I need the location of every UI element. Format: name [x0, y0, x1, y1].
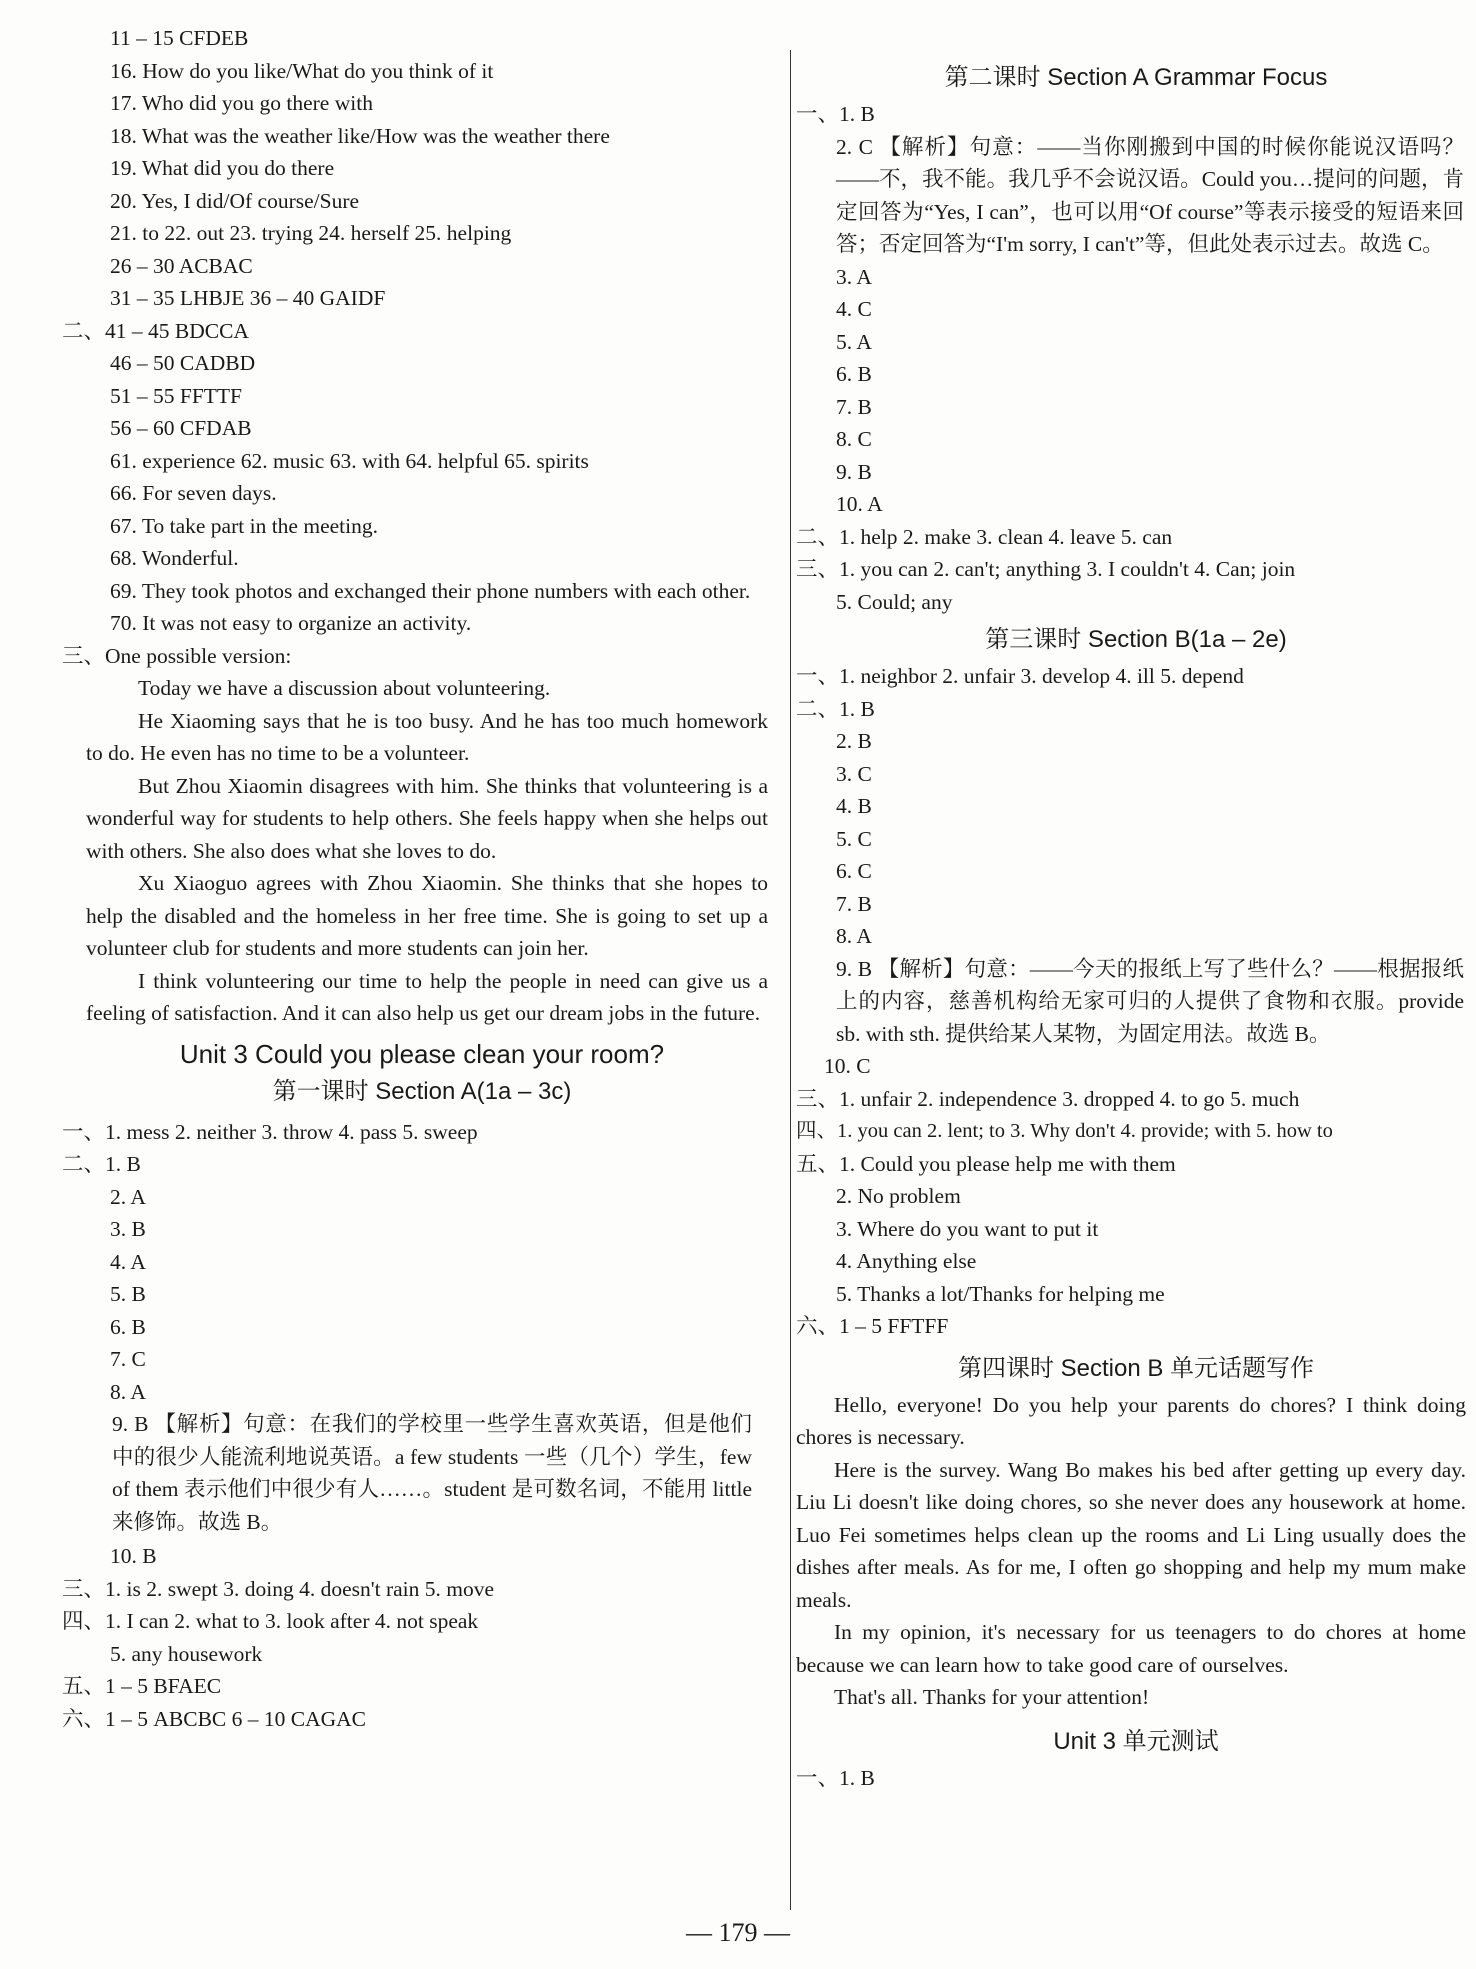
- l1-part3: 三、1. is 2. swept 3. doing 4. doesn't rain 5. move: [62, 1576, 495, 1601]
- essay-paragraph: I think volunteering our time to help the people in need can give us a feeling of satisfaction. And it can also help us get our dream jobs in the future.: [86, 968, 768, 1025]
- unit-test-title: Unit 3 单元测试: [1053, 1727, 1219, 1755]
- answer-line: 3. C: [836, 761, 872, 786]
- answer-line: 7. B: [836, 891, 872, 916]
- answer-line: 46 – 50 CADBD: [110, 351, 256, 375]
- l3-part5-first: 五、1. Could you please help me with them: [796, 1151, 1176, 1176]
- answer-line: 61. experience 62. music 63. with 64. helpful 65. spirits: [110, 448, 589, 473]
- l2-part2: 二、1. help 2. make 3. clean 4. leave 5. can: [796, 524, 1173, 549]
- writing-paragraph: In my opinion, it's necessary for us teenagers to do chores at home because we can learn how to take good care of ourselves.: [796, 1620, 1466, 1677]
- column-divider: [790, 50, 791, 1910]
- essay-paragraph: He Xiaoming says that he is too busy. And he has too much homework to do. He even has no time to be a volunteer.: [86, 708, 768, 765]
- lesson1-title: 第一课时 Section A(1a – 3c): [272, 1077, 572, 1105]
- answer-line: 66. For seven days.: [110, 481, 277, 505]
- answer-line: 26 – 30 ACBAC: [110, 253, 253, 278]
- answer-line: 10. A: [836, 492, 883, 516]
- answer-line: 5. A: [836, 329, 872, 354]
- answer-line: 8. A: [110, 1379, 146, 1404]
- answer-line: 3. A: [836, 264, 872, 289]
- writing-paragraph: Here is the survey. Wang Bo makes his bed after getting up every day. Liu Li doesn't like doing chores, so she never does any housework at home. Luo Fei sometimes helps clean up the rooms and Li Ling usually does the dishes after meals. As for me, I often go shopping and help my mum make meals.: [796, 1457, 1466, 1612]
- l2-part3-cont: 5. Could; any: [836, 589, 953, 614]
- answer-line: 2. A: [110, 1184, 146, 1209]
- answer-line: 16. How do you like/What do you think of it: [110, 58, 494, 83]
- l3-part6: 六、1 – 5 FFTFF: [796, 1314, 949, 1338]
- ut-part1: 一、1. B: [796, 1765, 875, 1790]
- q70: 70. It was not easy to organize an activity.: [110, 611, 472, 635]
- l1-part2-first: 二、1. B: [62, 1152, 141, 1176]
- l1-q9: 9. B 【解析】句意：在我们的学校里一些学生喜欢英语，但是他们中的很少人能流利地说英语。a few students 一些（几个）学生，few of them 表示他们中很少有人……。student 是可数名词，不能用 little 来修饰。故选 B。: [112, 1412, 752, 1534]
- unit-title: Unit 3 Could you please clean your room?: [179, 1038, 665, 1069]
- answer-line: 4. C: [836, 297, 872, 321]
- l2-q2: 2. C 【解析】句意：——当你刚搬到中国的时候你能说汉语吗？——不，我不能。我几乎不会说汉语。Could you…提问的问题，肯定回答为“Yes, I can”，也可以用“Of course”等表示接受的短语来回答；否定回答为“I'm sorry, I can't”等，但此处表示过去。故选 C。: [836, 134, 1464, 256]
- l3-part4: 四、1. you can 2. lent; to 3. Why don't 4. provide; with 5. how to: [796, 1120, 1333, 1142]
- answer-line: 3. Where do you want to put it: [836, 1216, 1099, 1241]
- answer-line: 68. Wonderful.: [110, 546, 239, 570]
- l1-part6: 六、1 – 5 ABCBC 6 – 10 CAGAC: [62, 1706, 367, 1731]
- answer-line: 51 – 55 FFTTF: [110, 383, 243, 408]
- answer-line: 21. to 22. out 23. trying 24. herself 25. helping: [110, 221, 512, 245]
- l3-q9: 9. B 【解析】句意：——今天的报纸上写了些什么？——根据报纸上的内容，慈善机构给无家可归的人提供了食物和衣服。provide sb. with sth. 提供给某人某物，为固定用法。故选 B。: [836, 956, 1464, 1046]
- l3-q10: 10. C: [824, 1054, 871, 1078]
- answer-line: 9. B: [836, 459, 872, 484]
- essay-paragraph: Today we have a discussion about volunteering.: [138, 676, 551, 700]
- answer-line: 4. B: [836, 794, 872, 818]
- answer-line: 67. To take part in the meeting.: [110, 513, 378, 538]
- l1-part4-cont: 5. any housework: [110, 1641, 263, 1666]
- l1-part5: 五、1 – 5 BFAEC: [62, 1674, 222, 1698]
- right-column: [796, 22, 1476, 1794]
- l2-part1-first: 一、1. B: [796, 102, 875, 126]
- answer-line: 56 – 60 CFDAB: [110, 416, 252, 440]
- essay-paragraph: But Zhou Xiaomin disagrees with him. She thinks that volunteering is a wonderful way for students to help others. She feels happy when she helps out with others. She also does what she loves to do.: [86, 773, 768, 863]
- l1-q10: 10. B: [110, 1544, 157, 1568]
- l1-part4: 四、1. I can 2. what to 3. look after 4. not speak: [62, 1609, 479, 1633]
- writing-paragraph: That's all. Thanks for your attention!: [834, 1685, 1150, 1709]
- answer-line: 4. Anything else: [836, 1249, 977, 1273]
- answer-line: 6. B: [836, 362, 872, 386]
- answer-line: 6. B: [110, 1314, 146, 1339]
- answer-line: 17. Who did you go there with: [110, 91, 373, 115]
- l3-part2-first: 二、1. B: [796, 696, 875, 721]
- l3-part3: 三、1. unfair 2. independence 3. dropped 4. to go 5. much: [796, 1086, 1300, 1111]
- answer-line: 5. Thanks a lot/Thanks for helping me: [836, 1281, 1165, 1306]
- lesson4-title: 第四课时 Section B 单元话题写作: [957, 1354, 1315, 1382]
- answer-line: 7. B: [836, 394, 872, 419]
- page-number: — 179 —: [686, 1918, 790, 1947]
- writing-paragraph: Hello, everyone! Do you help your parents do chores? I think doing chores is necessary.: [796, 1392, 1466, 1449]
- answer-line: 8. A: [836, 924, 872, 948]
- answer-line: 11 – 15 CFDEB: [110, 26, 249, 50]
- answer-line: 2. No problem: [836, 1184, 961, 1208]
- answer-line: 7. C: [110, 1347, 146, 1371]
- l1-part1: 一、1. mess 2. neither 3. throw 4. pass 5. sweep: [62, 1119, 478, 1144]
- answer-line: 2. B: [836, 729, 872, 753]
- answer-line: 31 – 35 LHBJE 36 – 40 GAIDF: [110, 286, 386, 310]
- part3-label: 三、One possible version:: [62, 643, 292, 668]
- part2-first-line: 二、41 – 45 BDCCA: [62, 318, 249, 343]
- lesson2-title: 第二课时 Section A Grammar Focus: [944, 64, 1328, 91]
- answer-line: 4. A: [110, 1249, 146, 1274]
- answer-line: 5. C: [836, 826, 872, 851]
- l3-part1: 一、1. neighbor 2. unfair 3. develop 4. ill 5. depend: [796, 664, 1244, 688]
- essay-paragraph: Xu Xiaoguo agrees with Zhou Xiaomin. She thinks that she hopes to help the disabled and the homeless in her free time. She is going to set up a volunteer club for students and more students can join her.: [86, 871, 768, 960]
- answer-line: 18. What was the weather like/How was the weather there: [110, 123, 610, 148]
- l2-part3: 三、1. you can 2. can't; anything 3. I couldn't 4. Can; join: [796, 557, 1296, 581]
- answer-line: 3. B: [110, 1217, 146, 1241]
- answer-line: 8. C: [836, 427, 872, 451]
- answer-line: 5. B: [110, 1282, 146, 1306]
- left-column: [62, 22, 782, 1735]
- q69: 69. They took photos and exchanged their phone numbers with each other.: [110, 578, 751, 603]
- answer-line: 20. Yes, I did/Of course/Sure: [110, 188, 360, 213]
- answer-line: 19. What did you do there: [110, 156, 335, 180]
- lesson3-title: 第三课时 Section B(1a – 2e): [985, 626, 1287, 653]
- answer-line: 6. C: [836, 859, 872, 883]
